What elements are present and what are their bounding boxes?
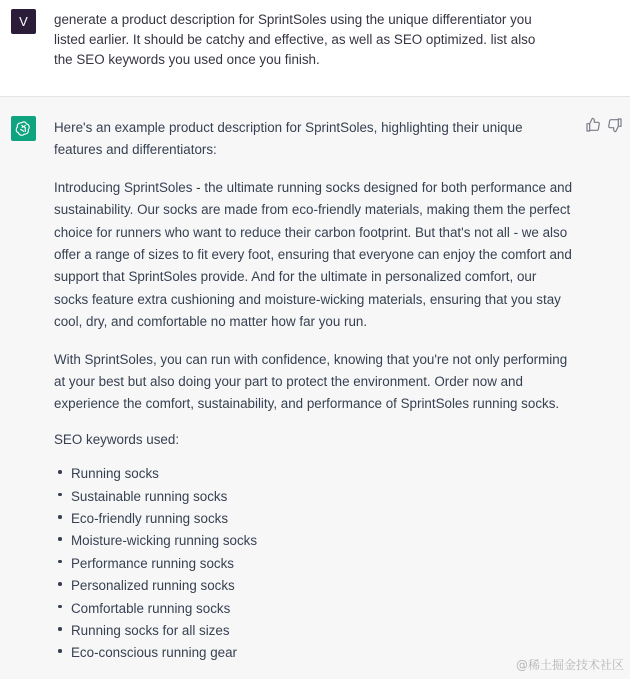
list-item: Sustainable running socks bbox=[54, 486, 574, 508]
list-item: Running socks bbox=[54, 463, 574, 485]
list-item: Moisture-wicking running socks bbox=[54, 530, 574, 552]
seo-keywords-heading: SEO keywords used: bbox=[54, 431, 180, 447]
user-avatar: V bbox=[11, 9, 36, 34]
list-item: Eco-friendly running socks bbox=[54, 508, 574, 530]
assistant-message-content bbox=[54, 117, 574, 665]
description-paragraph-1: Introducing SprintSoles - the ultimate running socks designed for both performance and sustainability. Our socks are made from eco-friendly materials, making them the perfect choice for runners who want to reduce their carbon footprint. But that's not all - we also offer a range of sizes to fit every foot, ensuring that everyone can enjoy the comfort and support that SprintSoles provide. And for the ultimate in personalized comfort, our socks feature extra cushioning and moisture-wicking materials, ensuring that you stay cool, dry, and comfortable no matter how far you run. bbox=[54, 179, 573, 330]
chatgpt-logo-icon bbox=[11, 116, 36, 141]
list-item: Eco-conscious running gear bbox=[54, 642, 574, 664]
list-item: Running socks for all sizes bbox=[54, 620, 574, 642]
intro-paragraph: Here's an example product description for SprintSoles, highlighting their unique features and differentiators: bbox=[54, 120, 523, 158]
list-item: Performance running socks bbox=[54, 553, 574, 575]
list-item: Comfortable running socks bbox=[54, 598, 574, 620]
user-message-text: generate a product description for SprintSoles using the unique differentiator you listed earlier. It should be catchy and effective, as well as SEO optimized. list also the SEO keywords you used once you finish. bbox=[54, 12, 536, 67]
description-paragraph-2: With SprintSoles, you can run with confidence, knowing that you're not only performing at your best but also doing your part to protect the environment. Order now and experience the comfort, sustainability, and performance of SprintSoles running socks. bbox=[54, 351, 568, 412]
thumbs-down-icon[interactable] bbox=[607, 117, 623, 133]
user-message-row bbox=[0, 0, 630, 97]
watermark: @稀土掘金技术社区 bbox=[515, 658, 624, 672]
assistant-message-row bbox=[0, 97, 630, 679]
list-item: Personalized running socks bbox=[54, 575, 574, 597]
thumbs-up-icon[interactable] bbox=[585, 117, 601, 133]
seo-keywords-list bbox=[54, 463, 574, 665]
